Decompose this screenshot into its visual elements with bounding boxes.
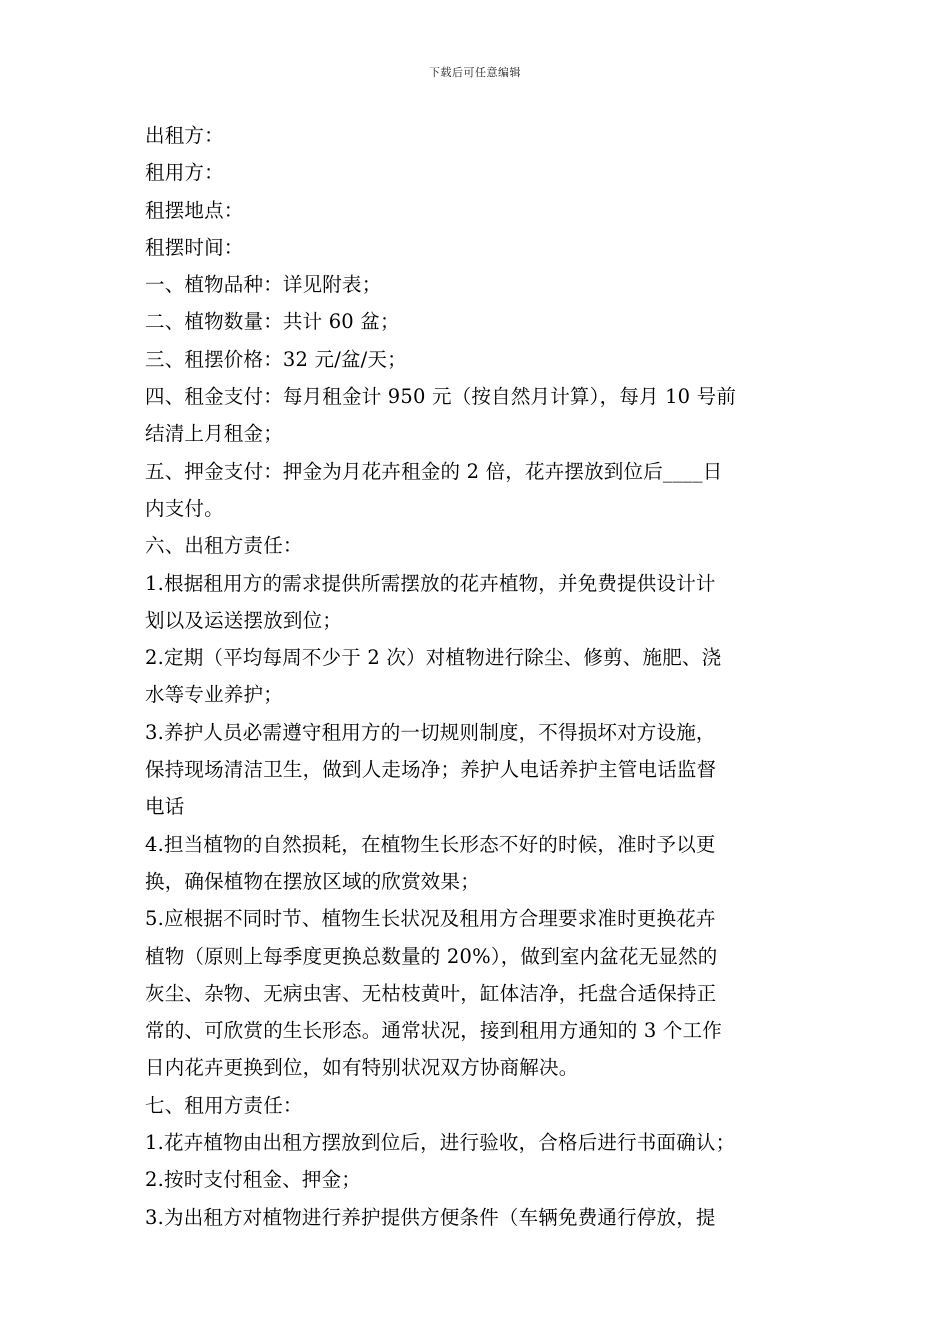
text-line: 六、出租方责任： [145, 534, 303, 558]
text-line: 灰尘、杂物、无病虫害、无枯枝黄叶，缸体洁净，托盘合适保持正 [145, 981, 717, 1005]
text-line: 4.担当植物的自然损耗，在植物生长形态不好的时候，准时予以更 [145, 832, 716, 856]
text-line: 换，确保植物在摆放区域的欣赏效果； [145, 869, 480, 893]
text-line: 常的、可欣赏的生长形态。通常状况，接到租用方通知的 3 个工作 [145, 1019, 723, 1043]
text-line: 植物（原则上每季度更换总数量的 20%），做到室内盆花无显然的 [145, 944, 718, 968]
text-line: 七、租用方责任： [145, 1093, 303, 1117]
text-line: 日内花卉更换到位，如有特别状况双方协商解决。 [145, 1056, 579, 1080]
text-line: 划以及运送摆放到位； [145, 608, 343, 632]
text-line: 电话 [145, 795, 185, 819]
page-header: 下载后可任意编辑 [429, 66, 521, 79]
text-line: 内支付。 [145, 496, 224, 520]
text-line: 一、植物品种：详见附表； [145, 273, 382, 297]
text-line: 四、租金支付：每月租金计 950 元（按自然月计算），每月 10 号前 [145, 385, 737, 409]
text-line: 出租方： [145, 124, 224, 147]
text-line: 1.花卉植物由出租方摆放到位后，进行验收，合格后进行书面确认； [145, 1131, 736, 1155]
text-line: 1.根据租用方的需求提供所需摆放的花卉植物，并免费提供设计计 [145, 571, 716, 595]
text-line: 租摆时间： [145, 235, 244, 259]
text-line: 2.按时支付租金、押金； [145, 1168, 362, 1192]
text-line: 水等专业养护； [145, 683, 283, 707]
text-line: 3.为出租方对植物进行养护提供方便条件（车辆免费通行停放，提 [145, 1205, 716, 1229]
text-line: 保持现场清洁卫生，做到人走场净；养护人电话养护主管电话监督 [145, 758, 717, 782]
text-line: 三、租摆价格：32 元/盆/天； [145, 347, 407, 371]
text-line: 二、植物数量：共计 60 盆； [145, 310, 400, 334]
text-line: 2.定期（平均每周不少于 2 次）对植物进行除尘、修剪、施肥、浇 [145, 646, 722, 670]
text-line: 5.应根据不同时节、植物生长状况及租用方合理要求准时更换花卉 [145, 907, 716, 931]
text-line: 五、押金支付：押金为月花卉租金的 2 倍，花卉摆放到位后____日 [145, 459, 723, 483]
text-line: 租用方： [145, 161, 224, 185]
text-line: 结清上月租金； [145, 422, 283, 446]
text-line: 租摆地点： [145, 198, 244, 222]
document-body [145, 117, 810, 1236]
text-line: 3.养护人员必需遵守租用方的一切规则制度，不得损坏对方设施， [145, 720, 716, 744]
